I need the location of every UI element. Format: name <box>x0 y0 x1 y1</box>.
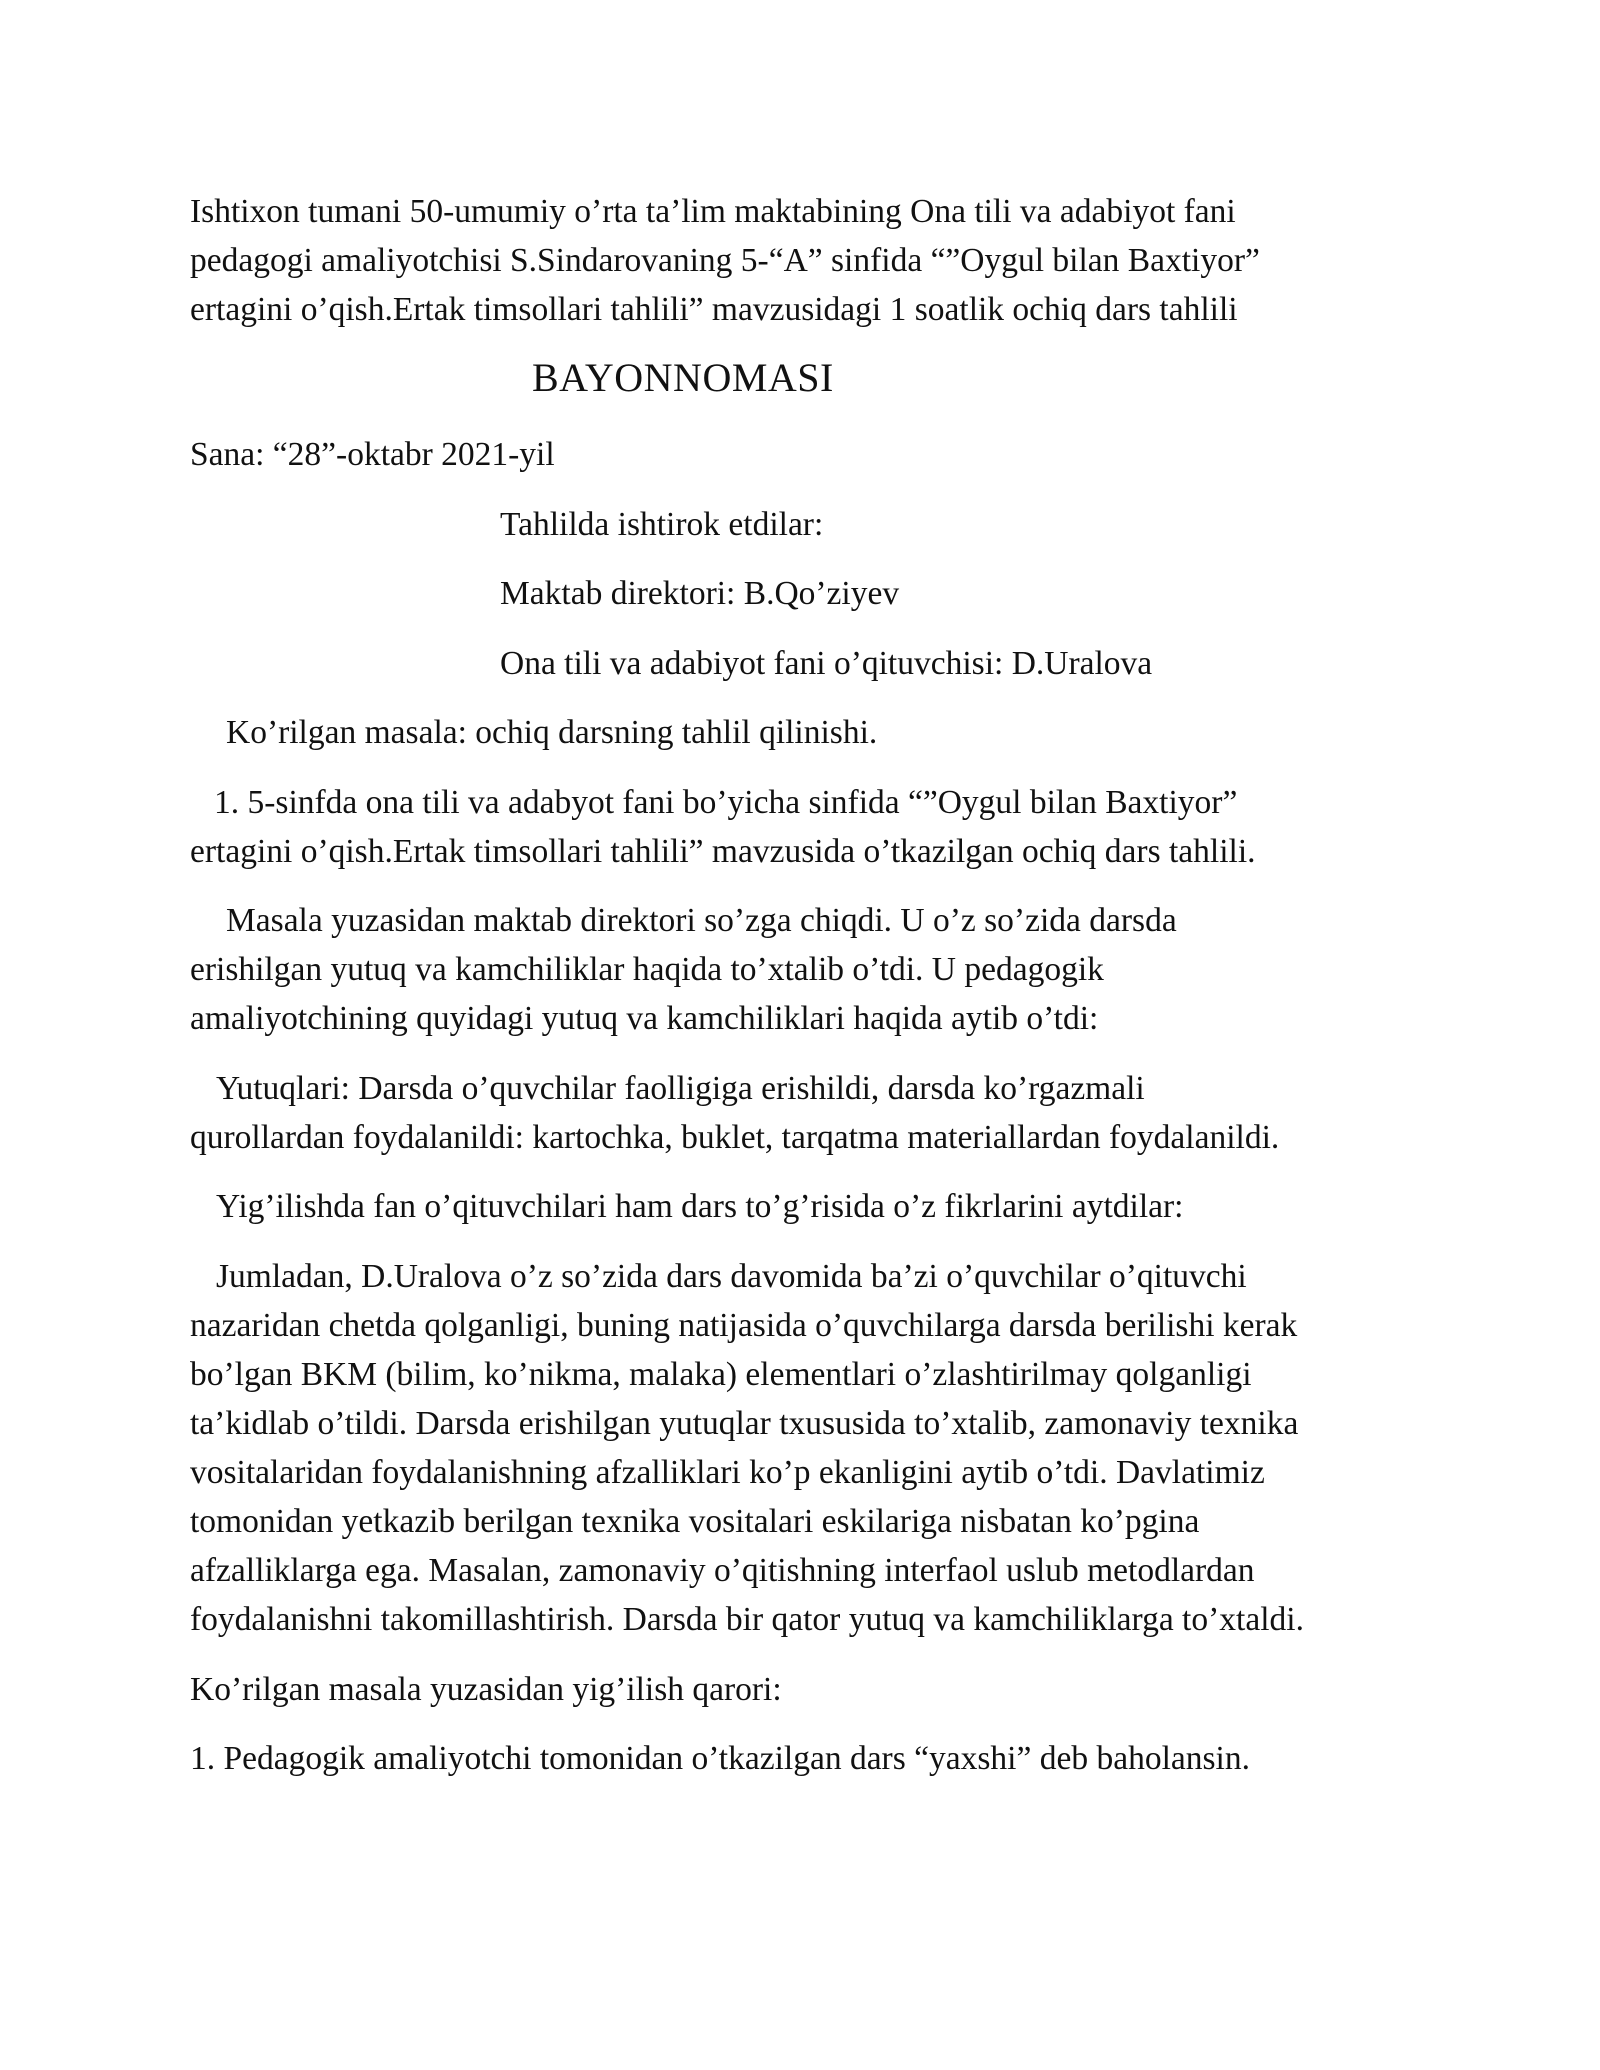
uralova-line-7: afzalliklarga ega. Masalan, zamonaviy o’qitishning interfaol uslub metodlardan <box>190 1552 1255 1589</box>
uralova-line-3: bo’lgan BKM (bilim, ko’nikma, malaka) elementlari o’zlashtirilmay qolganligi <box>190 1356 1252 1393</box>
issue-line: Ko’rilgan masala: ochiq darsning tahlil qilinishi. <box>226 714 878 751</box>
participants-heading: Tahlilda ishtirok etdilar: <box>500 506 824 543</box>
uralova-line-8: foydalanishni takomillashtirish. Darsda bir qator yutuq va kamchiliklarga to’xtaldi. <box>190 1601 1304 1638</box>
participant-teacher: Ona tili va adabiyot fani o’qituvchisi: D.Uralova <box>500 645 1153 682</box>
decision-item-1: 1. Pedagogik amaliyotchi tomonidan o’tkazilgan dars “yaxshi” deb baholansin. <box>190 1740 1250 1777</box>
decision-heading: Ko’rilgan masala yuzasidan yig’ilish qarori: <box>190 1671 782 1708</box>
uralova-line-5: vositalaridan foydalanishning afzalliklari ko’p ekanligini aytib o’tdi. Davlatimiz <box>190 1454 1265 1491</box>
document-title: BAYONNOMASI <box>532 355 834 400</box>
header-line-1: Ishtixon tumani 50-umumiy o’rta ta’lim maktabining Ona tili va adabiyot fani <box>190 193 1236 230</box>
uralova-line-6: tomonidan yetkazib berilgan texnika vositalari eskilariga nisbatan ko’pgina <box>190 1503 1200 1540</box>
uralova-line-2: nazaridan chetda qolganligi, buning natijasida o’quvchilarga darsda berilishi kerak <box>190 1307 1298 1344</box>
header-line-2: pedagogi amaliyotchisi S.Sindarovaning 5-“A” sinfida “”Oygul bilan Baxtiyor” <box>190 242 1260 279</box>
director-speech-line-1: Masala yuzasidan maktab direktori so’zga chiqdi. U o’z so’zida darsda <box>226 902 1177 939</box>
meeting-line: Yig’ilishda fan o’qituvchilari ham dars to’g’risida o’z fikrlarini aytdilar: <box>216 1188 1184 1225</box>
header-line-3: ertagini o’qish.Ertak timsollari tahlili” mavzusidagi 1 soatlik ochiq dars tahlili <box>190 291 1238 328</box>
uralova-line-1: Jumladan, D.Uralova o’z so’zida dars davomida ba’zi o’quvchilar o’qituvchi <box>216 1258 1247 1295</box>
director-speech-line-2: erishilgan yutuq va kamchiliklar haqida to’xtalib o’tdi. U pedagogik <box>190 951 1104 988</box>
participant-director: Maktab direktori: B.Qo’ziyev <box>500 575 900 612</box>
director-speech-line-3: amaliyotchining quyidagi yutuq va kamchiliklari haqida aytib o’tdi: <box>190 1000 1099 1037</box>
item1-line-1: 1. 5-sinfda ona tili va adabyot fani bo’yicha sinfida “”Oygul bilan Baxtiyor” <box>214 784 1238 821</box>
date-line: Sana: “28”-oktabr 2021-yil <box>190 436 555 473</box>
achievements-line-2: qurollardan foydalanildi: kartochka, buklet, tarqatma materiallardan foydalanildi. <box>190 1119 1280 1156</box>
achievements-line-1: Yutuqlari: Darsda o’quvchilar faolligiga erishildi, darsda ko’rgazmali <box>216 1070 1145 1107</box>
uralova-line-4: ta’kidlab o’tildi. Darsda erishilgan yutuqlar txususida to’xtalib, zamonaviy texnika <box>190 1405 1299 1442</box>
item1-line-2: ertagini o’qish.Ertak timsollari tahlili” mavzusida o’tkazilgan ochiq dars tahlili. <box>190 833 1256 870</box>
